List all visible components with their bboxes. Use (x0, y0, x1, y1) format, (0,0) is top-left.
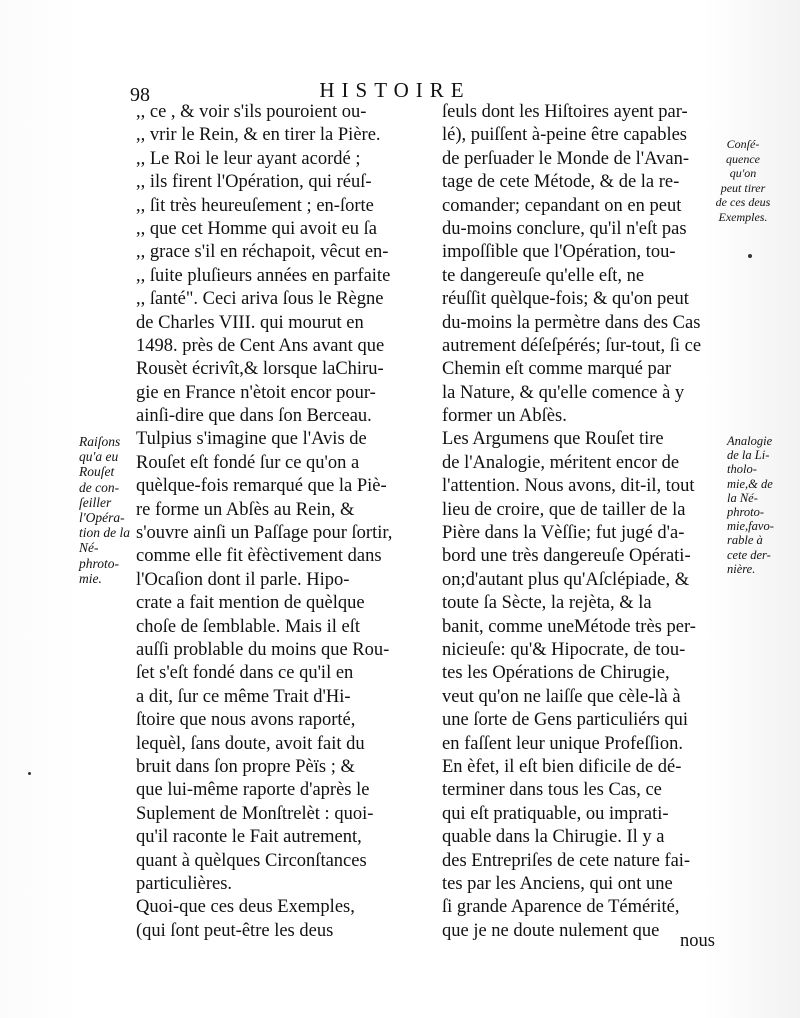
text-line: 1498. près de Cent Ans avant que (136, 335, 385, 356)
margin-note-line: Analogie (727, 434, 773, 448)
margin-note-line: de ces deus (715, 195, 771, 209)
left-text-column (136, 101, 432, 943)
right-margin-note-bottom (727, 434, 774, 576)
text-line: quant à quèlques Circonſtances (136, 850, 367, 871)
text-line: Pière dans la Vèſſie; fut jugé d'a- (442, 523, 685, 544)
right-margin-note-top (715, 137, 771, 224)
text-line: a dit, ſur ce même Trait d'Hi- (136, 686, 351, 707)
text-line: choſe de ſemblable. Mais il eſt (136, 616, 360, 637)
text-line: impoſſible que l'Opération, tou- (442, 242, 676, 263)
text-line: on;d'autant plus qu'Aſclépiade, & (442, 569, 690, 590)
margin-note-line: ſeiller (79, 494, 112, 510)
text-line: Suplement de Monſtrelèt : quoi- (136, 803, 374, 824)
margin-note-line: Rouſet (79, 464, 115, 480)
margin-note-line: quence (726, 151, 760, 166)
margin-note-line: nière. (727, 561, 756, 576)
text-line: ,, ſuite pluſieurs années en parfaite (136, 265, 391, 286)
text-line: auſſi problable du moins que Rou- (136, 639, 390, 660)
text-line: la Nature, & qu'elle comence à y (442, 382, 685, 403)
text-line: gie en France n'ètoit encor pour- (136, 382, 376, 403)
text-line: crate a fait mention de quèlque (136, 593, 365, 614)
text-line: quèlque-fois remarqué que la Piè- (136, 476, 387, 497)
margin-note-line: mie. (79, 570, 102, 586)
text-line: qui eſt pratiquable, ou imprati- (442, 803, 669, 824)
text-line: Les Argumens que Rouſet tire (442, 429, 664, 450)
text-line: ,, ce , & voir s'ils pouroient ou- (136, 102, 367, 122)
margin-note-line: Né- (79, 540, 99, 556)
text-line: former un Abſès. (442, 406, 567, 427)
text-line: toute ſa Sècte, la rejèta, & la (442, 593, 652, 614)
text-line: Rousèt écrivît,& lorsque laChiru- (136, 359, 384, 380)
text-line: terminer dans tous les Cas, ce (442, 780, 662, 801)
text-line: ,, que cet Homme qui avoit eu ſa (136, 218, 377, 239)
text-line: particulières. (136, 873, 233, 894)
text-line: des Entrepriſes de cete nature fai- (442, 850, 691, 871)
running-head: HISTOIRE (319, 78, 471, 102)
ink-speck (28, 772, 31, 775)
text-line: quable dans la Chirugie. Il y a (442, 827, 665, 848)
text-line: ,, ils firent l'Opération, qui réuſ- (136, 172, 372, 193)
text-line: ,, ſanté". Ceci ariva ſous le Règne (136, 289, 384, 310)
text-line: Rouſet eſt fondé ſur ce qu'on a (136, 452, 360, 473)
text-line: re forme un Abſès au Rein, & (136, 499, 355, 520)
text-line: tes les Opérations de Chirugie, (442, 663, 670, 684)
margin-note-line: rable à (727, 533, 763, 548)
text-line: ,, grace s'il en réchapoit, vêcut en- (136, 242, 389, 263)
right-text-column (442, 101, 742, 943)
margin-note-line: cete der- (727, 547, 771, 562)
text-line: du-moins la permètre dans des Cas (442, 312, 701, 333)
margin-note-line: l'Opéra- (79, 509, 125, 525)
text-line: bruit dans ſon propre Pèïs ; & (136, 756, 355, 777)
margin-note-line: peut tirer (720, 180, 766, 195)
text-line: lé), puiſſent à-peine être capables (442, 125, 687, 146)
margin-note-line: Exemples. (718, 209, 768, 224)
text-line: comme elle fit èfèctivement dans (136, 546, 382, 567)
text-line: lieu de croire, que de tailler de la (442, 499, 686, 520)
text-line: banit, comme uneMétode très per- (442, 616, 696, 637)
margin-note-line: Raiſons (79, 434, 121, 449)
text-line: tage de cete Métode, & de la re- (442, 172, 680, 193)
text-line: ,, Le Roi le leur ayant acordé ; (136, 148, 361, 169)
text-line: l'attention. Nous avons, dit-il, tout (442, 476, 695, 497)
text-line: te dangereuſe qu'elle eſt, ne (442, 265, 645, 286)
margin-note-line: phroto- (79, 555, 119, 571)
page-number: 98 (130, 84, 150, 106)
text-line: En èfet, il eſt bien dificile de dé- (442, 756, 682, 777)
text-line: que je ne doute nulement que (442, 920, 660, 941)
ink-speck (748, 254, 752, 258)
margin-note-line: tion de la (79, 525, 130, 541)
text-line: nicieuſe: qu'& Hipocrate, de tou- (442, 639, 686, 660)
text-line: tes par les Anciens, qui ont une (442, 873, 673, 894)
text-line: ſi grande Aparence de Témérité, (442, 897, 680, 918)
text-line: en faſſent leur unique Profeſſion. (442, 733, 683, 754)
margin-note-line: la Né- (727, 490, 758, 505)
text-line: ,, ſit très heureuſement ; en-ſorte (136, 195, 374, 216)
margin-note-line: Conſé- (726, 137, 760, 151)
text-line: ſet s'eſt fondé dans ce qu'il en (136, 663, 354, 684)
margin-note-line: de la Li- (727, 448, 770, 463)
text-line: lequèl, ſans doute, avoit fait du (136, 733, 365, 754)
text-line: (qui ſont peut-être les deus (136, 920, 334, 941)
text-line: une ſorte de Gens particuliérs qui (442, 710, 689, 731)
margin-note-line: qu'a eu (79, 449, 119, 465)
text-line: de l'Analogie, méritent encor de (442, 452, 680, 473)
text-line: ,, vrir le Rein, & en tirer la Pière. (136, 125, 381, 146)
text-line: Quoi-que ces deus Exemples, (136, 897, 355, 918)
text-line: de Charles VIII. qui mourut en (136, 312, 364, 333)
text-line: Tulpius s'imagine que l'Avis de (136, 429, 367, 450)
margin-note-line: qu'on (729, 166, 757, 180)
text-line: comander; cepandant on en peut (442, 195, 682, 216)
left-margin-note (79, 434, 130, 586)
text-line: Chemin eſt comme marqué par (442, 359, 672, 380)
text-line: du-moins conclure, qu'il n'eſt pas (442, 218, 687, 239)
text-line: que lui-même raporte d'après le (136, 780, 370, 801)
text-line: s'ouvre ainſi un Paſſage pour ſortir, (136, 523, 393, 544)
text-line: autrement déſeſpérés; ſur-tout, ſi ce (442, 335, 702, 356)
text-line: l'Ocaſion dont il parle. Hipo- (136, 569, 350, 590)
margin-note-line: de con- (79, 479, 120, 495)
text-line: ainſi-dire que dans ſon Berceau. (136, 406, 372, 427)
text-line: bord une très dangereuſe Opérati- (442, 546, 691, 567)
text-line: veut qu'on ne laiſſe que cèle-là à (442, 686, 681, 707)
margin-note-line: tholo- (727, 462, 757, 477)
margin-note-line: mie,favo- (727, 519, 774, 534)
text-line: réuſſit quèlque-fois; & qu'on peut (442, 289, 689, 310)
text-line: de perſuader le Monde de l'Avan- (442, 148, 689, 169)
margin-note-line: phroto- (727, 504, 765, 519)
text-line: ſeuls dont les Hiſtoires ayent par- (442, 102, 688, 122)
text-line: qu'il raconte le Fait autrement, (136, 827, 362, 848)
margin-note-line: mie,& de (727, 476, 773, 491)
catchword: nous (680, 931, 715, 951)
text-line: ſtoire que nous avons raporté, (136, 710, 356, 731)
